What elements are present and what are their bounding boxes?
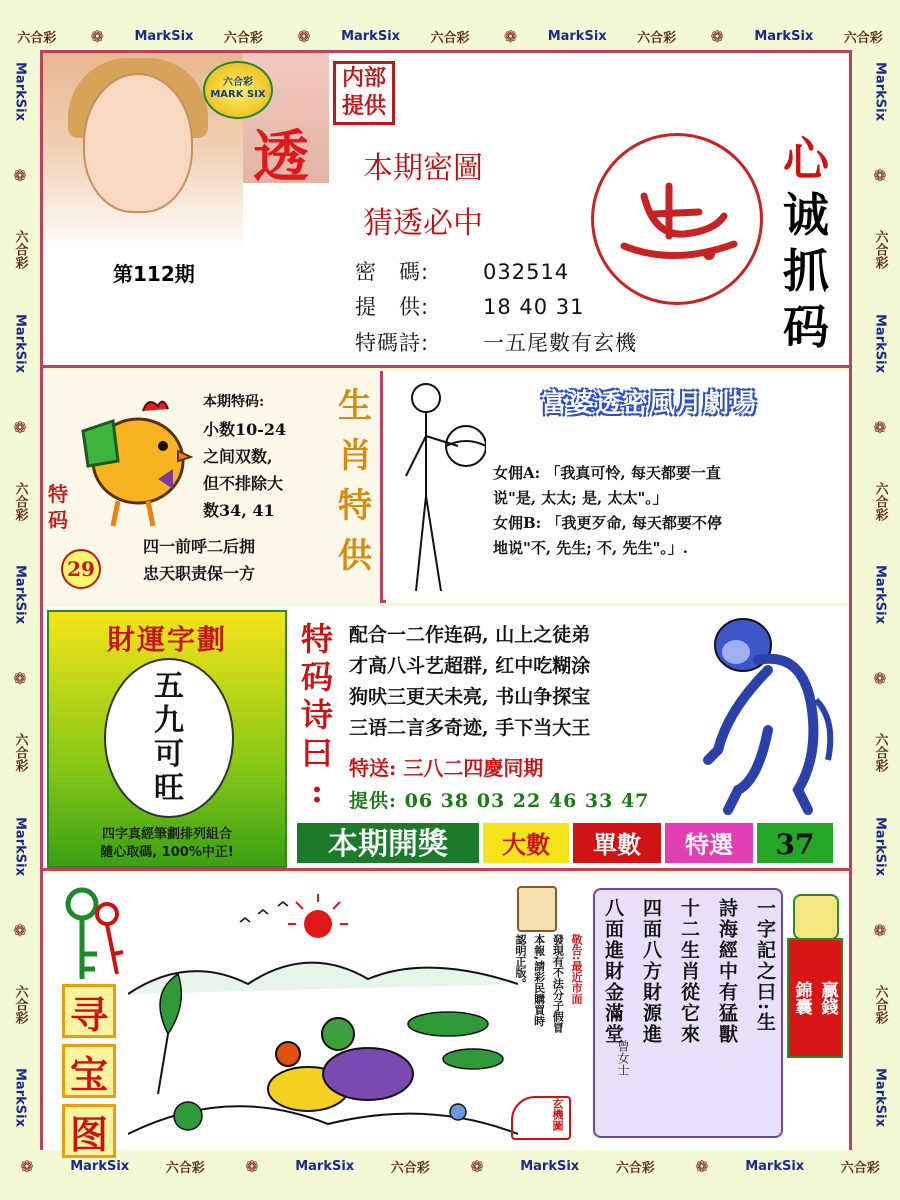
notice-column: 認明正版。 xyxy=(514,934,527,989)
frame-lhc: 六合彩 xyxy=(390,1160,430,1176)
poem-line: 狗吠三更天未亮, 书山争探宝 xyxy=(349,686,591,708)
dialog-line: 女佣A: 「我真可怜, 每天都要一直 xyxy=(493,464,721,482)
money-bag-text: 贏錢 xyxy=(817,981,838,1015)
money-bag-text: 錦囊 xyxy=(791,981,812,1015)
special-number-badge: 29 xyxy=(61,549,101,589)
flower-icon: ❁ xyxy=(470,1156,484,1176)
treasure-char: 图 xyxy=(62,1104,116,1158)
frame-brand: MarkSix xyxy=(754,28,814,44)
scroll-column: 一字記之曰:生 xyxy=(754,898,776,1034)
frame-lhc: 六合彩 xyxy=(872,733,888,773)
draw-number: 37 xyxy=(755,821,835,865)
tigong-row xyxy=(355,291,585,321)
internal-stamp-line2: 提供 xyxy=(341,93,386,119)
frame-brand: MarkSix xyxy=(12,1068,28,1128)
dialog-line: 说"是, 太太; 是, 太太"。」 xyxy=(493,489,668,507)
frame-lhc: 六合彩 xyxy=(615,1160,655,1176)
frame-lhc: 六合彩 xyxy=(872,230,888,270)
theater-title: 富婆透密風月劇場 xyxy=(541,389,758,419)
frame-lhc: 六合彩 xyxy=(637,30,677,46)
fortune-title: 財運字劃 xyxy=(106,623,227,656)
flower-icon: ❁ xyxy=(20,1156,34,1176)
flower-icon: ❁ xyxy=(870,669,890,689)
poem-label-char: 诗 xyxy=(300,696,333,734)
tou-char: 透 xyxy=(253,124,309,190)
money-bag-tag xyxy=(787,938,843,1058)
mima-value: 032514 xyxy=(483,260,570,284)
period-label: 第112期 xyxy=(113,262,195,286)
header-subtitle: 猜透必中 xyxy=(363,206,483,241)
secret-seal xyxy=(591,133,763,305)
provided-numbers: 提供: 06 38 03 22 46 33 47 xyxy=(349,790,650,812)
zodiac-special-char: 特 xyxy=(338,486,372,526)
treasure-section xyxy=(43,874,849,1157)
flower-icon: ❁ xyxy=(90,26,105,46)
mima-label: 密 碼: xyxy=(355,260,430,284)
frame-lhc: 六合彩 xyxy=(12,481,28,521)
lady-illustration xyxy=(396,376,486,598)
frame-left xyxy=(8,40,32,1150)
frame-brand: MarkSix xyxy=(520,1158,580,1174)
internal-stamp xyxy=(333,61,395,125)
flower-icon: ❁ xyxy=(10,417,30,437)
frame-lhc: 六合彩 xyxy=(12,984,28,1024)
tigong-value: 18 40 31 xyxy=(483,295,585,319)
tema-char: 码 xyxy=(48,508,68,532)
fortune-char: 旺 xyxy=(154,771,184,806)
zodiac-special-column xyxy=(335,381,375,581)
header-section xyxy=(43,53,849,368)
notice-column: 發現有不法分子假冒 xyxy=(551,934,565,1033)
tigong-label: 提 供: xyxy=(355,295,430,319)
draw-big: 大數 xyxy=(481,821,571,865)
special-poem xyxy=(349,620,729,744)
monkey-illustration xyxy=(698,610,838,815)
frame-lhc: 六合彩 xyxy=(872,481,888,521)
tema-line: 之间双数, xyxy=(203,447,273,466)
theater-panel xyxy=(386,371,849,603)
frame-lhc: 六合彩 xyxy=(872,984,888,1024)
zodiac-special-char: 供 xyxy=(338,536,372,576)
tema-line: 小数10-24 xyxy=(203,420,287,439)
poem-line: 三语二言多奇迹, 手下当大王 xyxy=(349,717,591,739)
frame-brand: MarkSix xyxy=(341,28,401,44)
mima-row xyxy=(355,256,569,286)
warning-notice xyxy=(513,934,583,1094)
sincere-column xyxy=(771,131,841,355)
poem-row xyxy=(355,327,637,357)
zodiac-special-char: 生 xyxy=(338,386,372,426)
scroll-signature: 曾女士 xyxy=(616,1040,630,1076)
frame-lhc: 六合彩 xyxy=(17,30,57,46)
dialog-line: 女佣B: 「我更歹命, 每天都要不停 xyxy=(493,514,722,532)
zodiac-special-char: 肖 xyxy=(338,436,372,476)
poem-scroll xyxy=(593,888,783,1138)
flower-icon: ❁ xyxy=(870,417,890,437)
frame-brand: MarkSix xyxy=(12,816,28,876)
treasure-map-picture xyxy=(128,884,518,1139)
treasure-char: 寻 xyxy=(62,984,116,1038)
money-bag-icon xyxy=(793,894,839,940)
flower-icon: ❁ xyxy=(870,920,890,940)
frame-right xyxy=(868,40,892,1150)
fortune-char: 可 xyxy=(154,737,184,772)
tema-vertical-label xyxy=(48,481,72,533)
scroll-column: 詩海經中有猛獸 xyxy=(716,898,738,1045)
tema-line: 数34, 41 xyxy=(203,501,275,520)
frame-bottom xyxy=(0,1154,900,1178)
frame-brand: MarkSix xyxy=(872,313,888,373)
key-icon xyxy=(57,884,127,984)
draw-odd: 單數 xyxy=(571,821,663,865)
flower-icon: ❁ xyxy=(503,26,518,46)
fortune-footer-line: 隨心取碼, 100%中正! xyxy=(100,845,234,860)
notice-column: 敬告:最近市面 xyxy=(569,934,583,1005)
money-bag xyxy=(785,888,845,1068)
fist-icon xyxy=(517,886,557,932)
fortune-char: 五 xyxy=(154,669,184,704)
sincere-char: 抓 xyxy=(783,244,829,298)
draw-special: 特選 xyxy=(663,821,755,865)
seal-glyph-icon xyxy=(614,176,744,266)
frame-lhc: 六合彩 xyxy=(223,30,263,46)
scroll-column: 十二生肖從它來 xyxy=(678,898,700,1045)
tema-line: 但不排除大 xyxy=(203,474,284,493)
frame-brand: MarkSix xyxy=(12,313,28,373)
poem-vertical-label xyxy=(297,620,337,810)
zodiac-section xyxy=(43,371,849,603)
draw-result-bar xyxy=(295,821,835,865)
frame-lhc: 六合彩 xyxy=(840,1160,880,1176)
frame-lhc: 六合彩 xyxy=(12,230,28,270)
header-title: 本期密圖 xyxy=(363,151,483,186)
scroll-column: 四面八方財源進 xyxy=(640,898,662,1045)
frame-brand: MarkSix xyxy=(872,565,888,625)
flower-icon: ❁ xyxy=(710,26,724,46)
flower-icon: ❁ xyxy=(10,920,30,940)
sincere-char: 心 xyxy=(783,132,829,186)
sincere-char: 诚 xyxy=(783,188,829,242)
scroll-column: 八面進財金滿堂 xyxy=(602,898,624,1045)
frame-brand: MarkSix xyxy=(872,816,888,876)
frame-brand: MarkSix xyxy=(745,1158,805,1174)
sincere-char: 码 xyxy=(783,300,829,354)
fortune-footer-line: 四字真經筆劃排列組合 xyxy=(101,827,232,842)
frame-brand: MarkSix xyxy=(12,565,28,625)
tema-hint xyxy=(203,389,333,524)
marksix-logo-en: MARK SIX xyxy=(210,89,266,100)
frame-brand: MarkSix xyxy=(872,62,888,122)
flower-icon: ❁ xyxy=(245,1156,259,1176)
frame-brand: MarkSix xyxy=(295,1158,355,1174)
zodiac-panel xyxy=(43,371,383,603)
mystery-label xyxy=(511,1096,571,1140)
flower-icon: ❁ xyxy=(297,26,311,46)
poem-label-char: 曰 xyxy=(300,734,333,772)
theater-dialog xyxy=(493,461,843,561)
notice-column: 本報,請彩民購買時 xyxy=(532,934,546,1027)
poem-label-char: : xyxy=(311,772,323,810)
flower-icon: ❁ xyxy=(10,166,30,186)
poem-line: 才高八斗艺超群, 红中吃糊涂 xyxy=(349,655,591,677)
face-shape xyxy=(83,73,193,213)
special-gift-line: 特送: 三八二四慶同期 xyxy=(349,756,544,780)
fortune-footer xyxy=(49,826,285,862)
frame-top xyxy=(0,24,900,48)
marksix-logo xyxy=(203,61,273,119)
frame-lhc: 六合彩 xyxy=(165,1160,205,1176)
rooster-icon xyxy=(73,391,193,531)
frame-brand: MarkSix xyxy=(134,28,194,44)
tema-line: 本期特码: xyxy=(203,394,265,410)
dialog-line: 地说"不, 先生; 不, 先生"。」. xyxy=(493,539,689,557)
internal-stamp-line1: 内部 xyxy=(341,65,386,91)
poem-label-char: 特 xyxy=(300,620,333,658)
tema-couplet-line: 四一前呼二后拥 xyxy=(143,537,256,556)
marksix-logo-cn: 六合彩 xyxy=(223,77,253,88)
flower-icon: ❁ xyxy=(870,166,890,186)
flower-icon: ❁ xyxy=(10,669,30,689)
poem-line: 配合一二作连码, 山上之徒弟 xyxy=(349,624,591,646)
tema-char: 特 xyxy=(48,482,68,506)
draw-label: 本期開獎 xyxy=(295,821,481,865)
poem-label-char: 码 xyxy=(300,658,333,696)
fortune-char: 九 xyxy=(154,703,184,738)
frame-lhc: 六合彩 xyxy=(843,30,883,46)
poem-value: 一五尾數有玄機 xyxy=(483,331,637,355)
treasure-vertical-label xyxy=(61,984,117,1164)
frame-brand: MarkSix xyxy=(70,1158,130,1174)
frame-lhc: 六合彩 xyxy=(12,733,28,773)
frame-lhc: 六合彩 xyxy=(430,30,470,46)
flower-icon: ❁ xyxy=(695,1156,709,1176)
treasure-char: 宝 xyxy=(62,1044,116,1098)
poem-label: 特碼詩: xyxy=(355,331,430,355)
tema-couplet-line: 忠天职责保一方 xyxy=(143,564,256,583)
frame-brand: MarkSix xyxy=(12,62,28,122)
fortune-section xyxy=(43,606,849,871)
frame-brand: MarkSix xyxy=(547,28,607,44)
fortune-box xyxy=(47,610,287,868)
frame-brand: MarkSix xyxy=(872,1068,888,1128)
fortune-oval xyxy=(104,658,234,818)
mystery-label-text: 玄機圖 xyxy=(551,1098,564,1131)
